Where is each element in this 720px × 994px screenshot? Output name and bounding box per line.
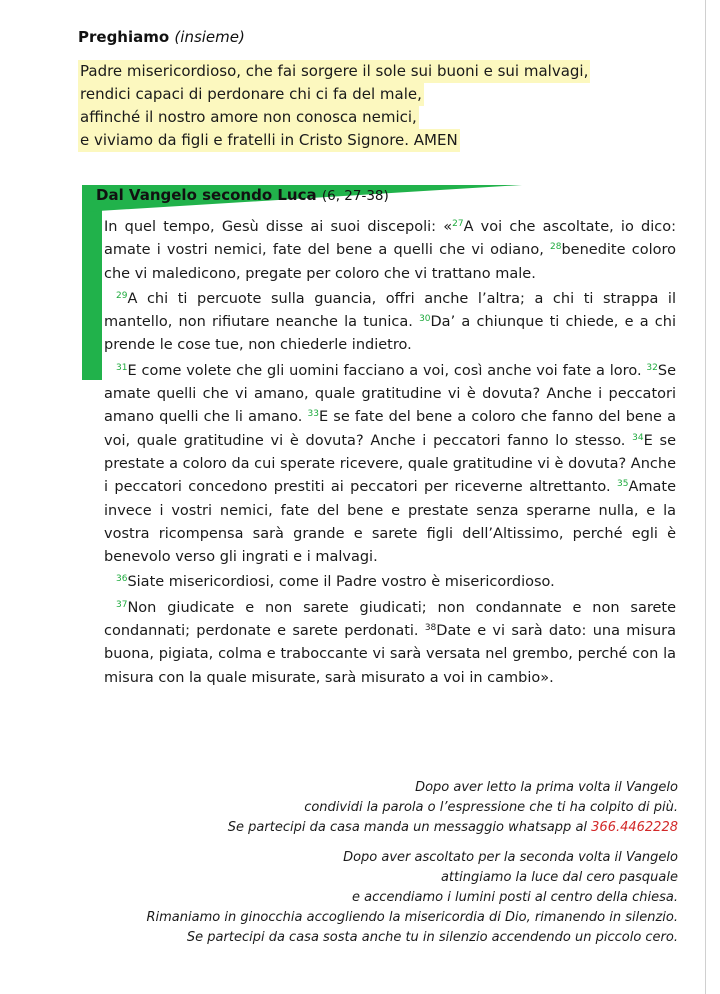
instruction-line: attingiamo la luce dal cero pasquale [440, 870, 678, 885]
gospel-accent-bar [82, 185, 102, 380]
prayer-line: Padre misericordioso, che fai sorgere il sole sui buoni e sui malvagi, [78, 60, 590, 83]
verse-number: 28 [550, 242, 562, 253]
verse-text: benedite coloro che vi maledicono, pregate per coloro che vi trattano male. [104, 242, 676, 282]
verse-text: Da’ a chiunque ti chiede, e a chi prende le cose tue, non chiederle indietro. [104, 314, 676, 354]
prayer-line: e viviamo da figli e fratelli in Cristo Signore. AMEN [78, 129, 460, 152]
prayer-heading-note: (insieme) [174, 28, 245, 46]
instruction-text: Se partecipi da casa manda un messaggio whatsapp al [227, 820, 592, 835]
prayer-heading [78, 28, 245, 46]
verse-number: 32 [646, 362, 658, 373]
verse-number: 34 [632, 432, 644, 443]
instruction-line: Rimaniamo in ginocchia accogliendo la misericordia di Dio, rimanendo in silenzio. [146, 910, 678, 925]
instruction-line: Dopo aver letto la prima volta il Vangelo [415, 780, 678, 795]
verse-number: 30 [419, 314, 431, 325]
verse-text: A voi che ascoltate, io dico: amate i vostri nemici, fate del bene a quelli che vi odiano, [104, 219, 676, 259]
verse-text: Amate invece i vostri nemici, fate del bene e prestate senza sperarne nulla, e la vostra ricompensa sarà grande e sarete figli dell’Altissimo, perché egli è benevolo verso gli ingrati e i malvagi. [104, 479, 676, 566]
prayer-line: rendici capaci di perdonare chi ci fa del male, [78, 83, 424, 106]
verse-number: 37 [116, 599, 128, 610]
verse-text: A chi ti percuote sulla guancia, offri anche l’altra; a chi ti strappa il mantello, non rifiutare neanche la tunica. [104, 290, 676, 331]
verse-text: Date e vi sarà dato: una misura buona, pigiata, colma e traboccante vi sarà versata nel grembo, perché con la misura con la quale misurate, sarà misurato a voi in cambio». [104, 623, 676, 686]
prayer-line: affinché il nostro amore non conosca nemici, [78, 106, 419, 129]
verse-text: Non giudicate e non sarete giudicati; non condannate e non sarete condannati; perdonate e sarete perdonati. [104, 599, 676, 640]
verse-number: 35 [617, 479, 629, 490]
verse-number: 31 [116, 362, 128, 373]
instruction-line: e accendiamo i lumini posti al centro della chiesa. [352, 890, 678, 905]
gospel-paragraph [104, 288, 676, 358]
gospel-heading-title: Dal Vangelo secondo Luca [96, 186, 317, 204]
gospel-paragraph [104, 597, 676, 690]
instruction-line: condividi la parola o l’espressione che ti ha colpito di più. [304, 800, 678, 815]
verse-number: 36 [116, 574, 128, 585]
gospel-heading [96, 186, 389, 204]
reading-instructions [58, 778, 678, 838]
gospel-reference: (6, 27-38) [321, 188, 389, 204]
instruction-line: Se partecipi da casa sosta anche tu in silenzio accendendo un piccolo cero. [186, 930, 678, 945]
verse-text: Se amate quelli che vi amano, quale gratitudine vi è dovuta? Anche i peccatori amano quelli che li amano. [104, 362, 676, 426]
verse-text: E se prestate a coloro da cui sperate ricevere, quale gratitudine vi è dovuta? Anche i peccatori concedono prestiti ai peccatori per riceverne altrettanto. [104, 432, 676, 496]
verse-text: Siate misericordiosi, come il Padre vostro è misericordioso. [127, 574, 555, 591]
verse-number: 38 [424, 623, 437, 634]
prayer-text [78, 60, 589, 152]
verse-number: 27 [452, 219, 464, 229]
gospel-paragraph [104, 571, 676, 594]
whatsapp-phone-number: 366.4462228 [591, 820, 678, 835]
gospel-paragraph [104, 216, 676, 286]
gospel-text [104, 216, 676, 692]
prayer-heading-title: Preghiamo [78, 28, 170, 46]
listening-instructions [58, 848, 678, 948]
verse-text: E come volete che gli uomini facciano a voi, così anche voi fate a loro. [127, 362, 647, 379]
gospel-paragraph [104, 360, 676, 570]
verse-text: In quel tempo, Gesù disse ai suoi discepoli: « [104, 219, 453, 235]
verse-number: 29 [116, 290, 128, 301]
instruction-line: Dopo aver ascoltato per la seconda volta il Vangelo [343, 850, 678, 865]
verse-text: E se fate del bene a coloro che fanno del bene a voi, quale gratitudine vi è dovuta? Anche i peccatori fanno lo stesso. [104, 409, 676, 449]
verse-number: 33 [307, 409, 319, 420]
instruction-line [58, 818, 678, 838]
